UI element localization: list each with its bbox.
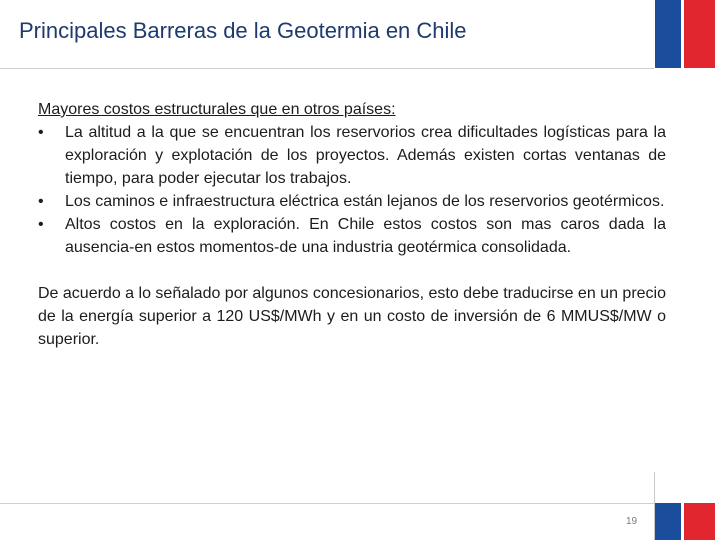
page-number: 19 [626, 516, 638, 527]
flag-red-stripe [684, 503, 715, 540]
section-heading: Mayores costos estructurales que en otros países: [38, 101, 396, 118]
bullet-item [38, 190, 666, 213]
conclusion-paragraph: De acuerdo a lo señalado por algunos concesionarios, esto debe traducirse en un precio de la energía superior a 120 US$/MWh y en un costo de inversión de 6 MMUS$/MW o superior. [38, 285, 666, 348]
bullet-list [38, 121, 666, 259]
bullet-text: La altitud a la que se encuentran los reservorios crea dificultades logísticas para la exploración y explotación de los proyectos. Además existen cortas ventanas de tiempo, para poder ejecutar los trabajos. [65, 124, 666, 187]
bullet-icon: • [38, 124, 44, 141]
bullet-item [38, 213, 666, 259]
title-divider [0, 68, 654, 69]
bullet-text: Altos costos en la exploración. En Chile estos costos son mas caros dada la ausencia-en estos momentos-de una industria geotérmica consolidada. [65, 216, 666, 256]
flag-blue-stripe [655, 0, 681, 68]
bullet-text: Los caminos e infraestructura eléctrica están lejanos de los reservorios geotérmicos. [65, 193, 665, 210]
bullet-icon: • [38, 216, 44, 233]
flag-red-stripe [684, 0, 715, 68]
chile-flag-stripes-bottom [655, 503, 715, 540]
slide-body [38, 98, 666, 351]
bullet-icon: • [38, 193, 44, 210]
flag-blue-stripe [655, 503, 681, 540]
chile-flag-stripes-top [655, 0, 715, 68]
slide-title: Principales Barreras de la Geotermia en Chile [19, 18, 467, 43]
bullet-item [38, 121, 666, 190]
footer-divider [0, 503, 654, 504]
